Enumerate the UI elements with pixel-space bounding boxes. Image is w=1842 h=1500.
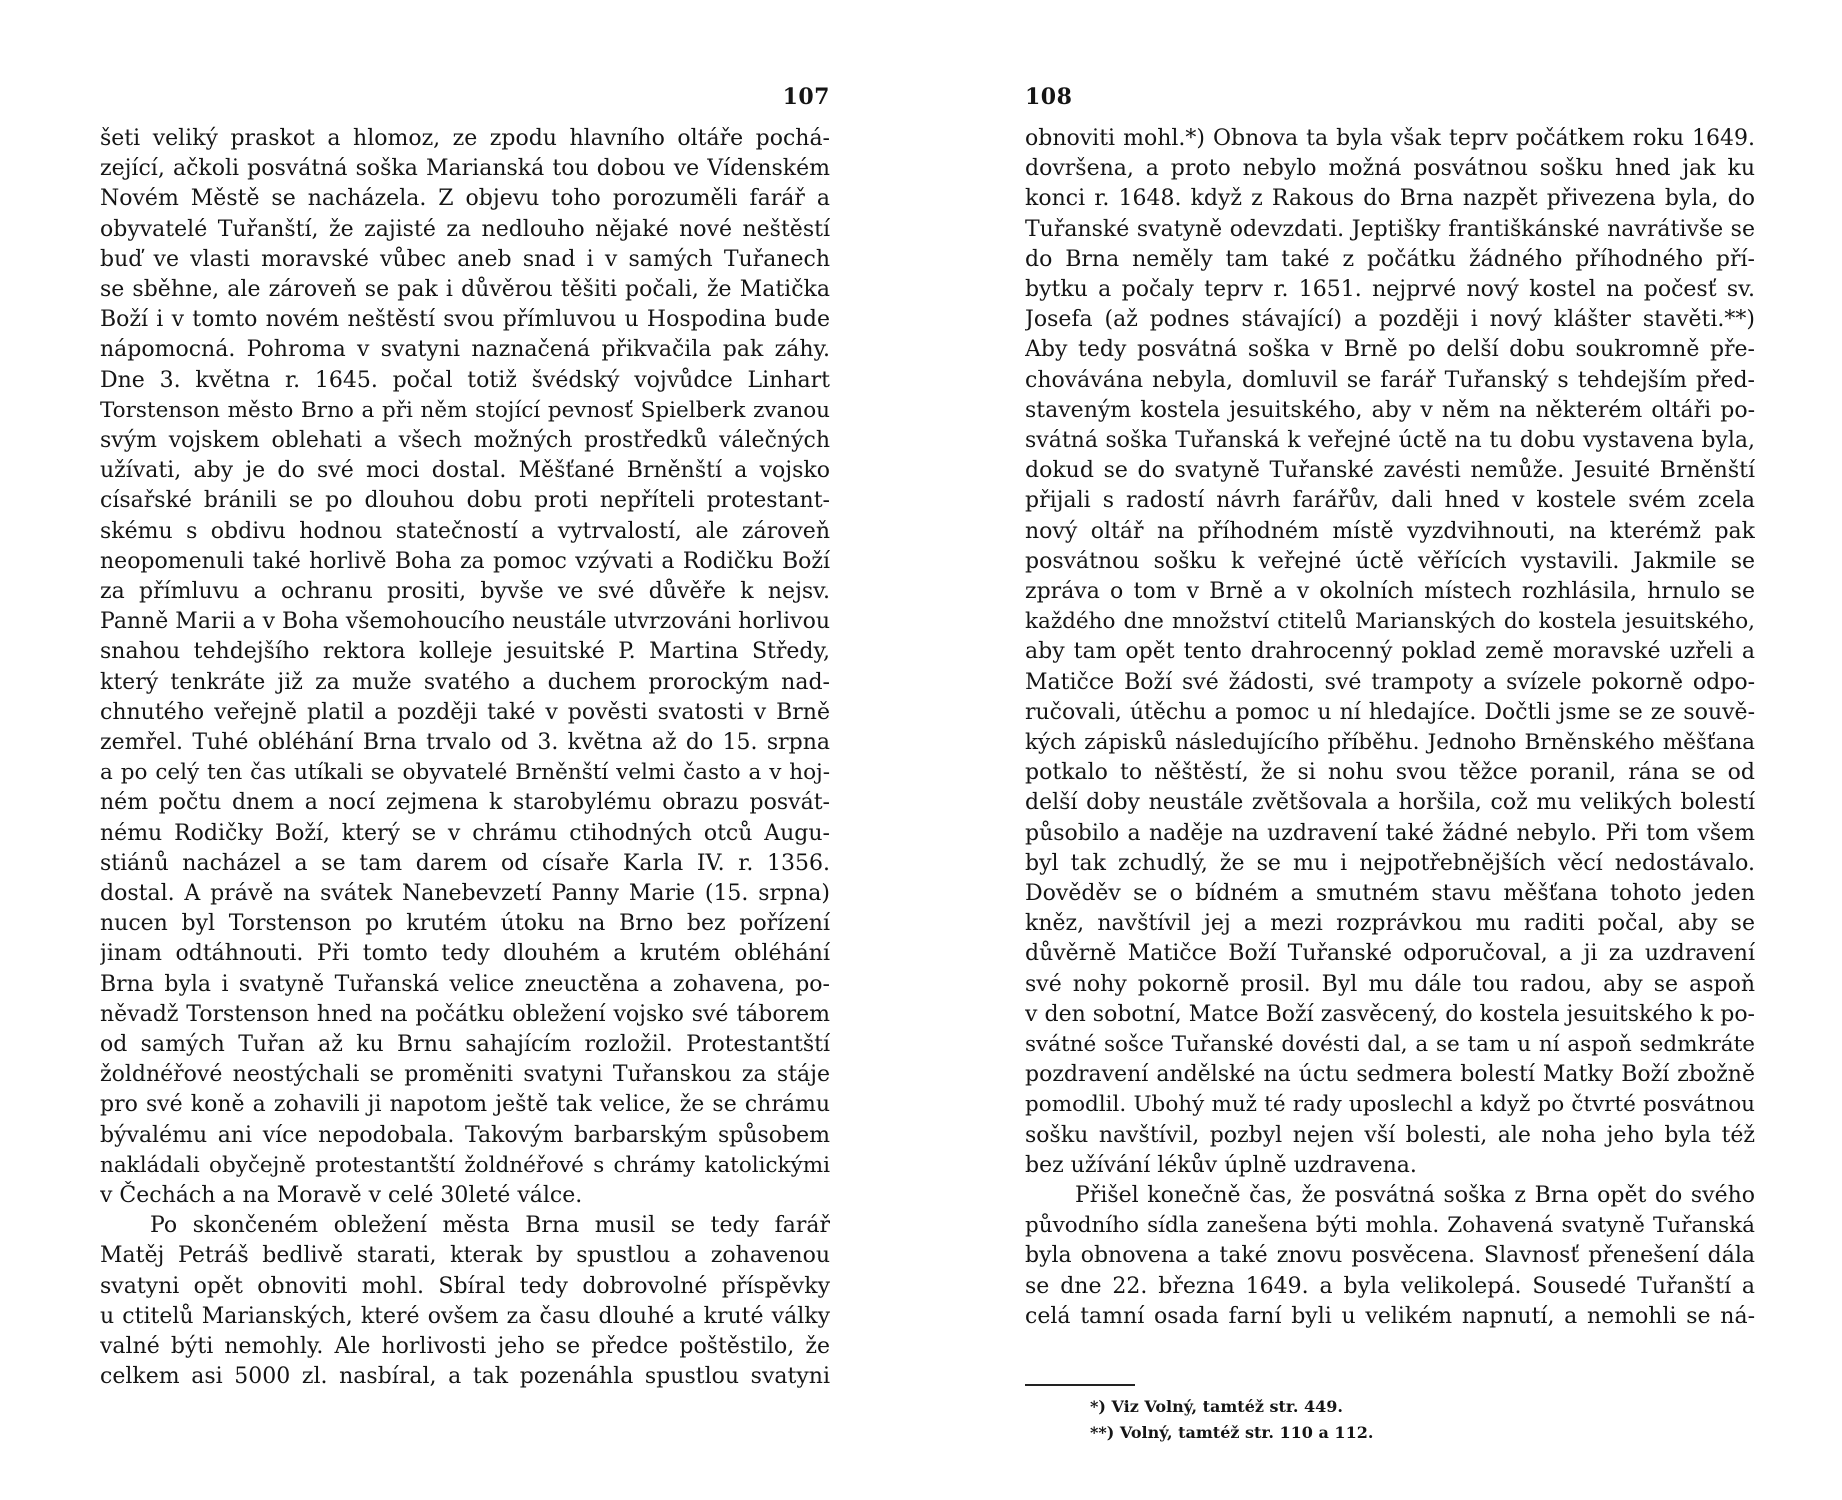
text-line: nucen byl Torstenson po krutém útoku na Brno bez pořízení bbox=[100, 911, 830, 937]
text-line: ném počtu dnem a nocí zejmena k starobylému obrazu posvát- bbox=[100, 790, 830, 816]
text-line: sošku navštívil, pozbyl nejen vší bolesti, ale noha jeho byla též bbox=[1025, 1122, 1755, 1148]
text-line: nápomocná. Pohroma v svatyni naznačená přikvačila pak záhy. bbox=[100, 337, 830, 363]
text-line: od samých Tuřan až ku Brnu sahajícím rozložil. Protestantští bbox=[100, 1032, 830, 1057]
text-line: ručovali, útěchu a pomoc u ní hledajíce. Dočtli jsme se ze souvě- bbox=[1025, 699, 1755, 725]
text-line: Novém Městě se nacházela. Z objevu toho porozuměli farář a bbox=[100, 186, 830, 212]
text-line: Po skončeném obležení města Brna musil se tedy farář bbox=[150, 1213, 830, 1239]
text-line: svátná soška Tuřanská k veřejné úctě na tu dobu vystavena byla, bbox=[1025, 428, 1755, 453]
text-line: své nohy pokorně prosil. Byl mu dále tou radou, aby se aspoň bbox=[1025, 971, 1755, 997]
text-line: snahou tehdejšího rektora kolleje jesuitské P. Martina Středy, bbox=[100, 639, 830, 665]
text-line: nový oltář na příhodném místě vyzdvihnouti, na kterémž pak bbox=[1025, 518, 1755, 544]
text-line: šeti veliký praskot a hlomoz, ze zpodu hlavního oltáře pochá- bbox=[100, 126, 830, 151]
text-line: důvěrně Matičce Boží Tuřanské odporučoval, a ji za uzdravení bbox=[1025, 941, 1755, 967]
text-line: pozdravení andělské na úctu sedmera bolestí Matky Boží zbožně bbox=[1025, 1062, 1755, 1088]
text-line: původního sídla zanešena býti mohla. Zohavená svatyně Tuřanská bbox=[1025, 1213, 1755, 1239]
text-line: působilo a naděje na uzdravení také žádné nebylo. Při tom všem bbox=[1025, 820, 1755, 846]
text-line: obnoviti mohl.*) Obnova ta byla však teprv počátkem roku 1649. bbox=[1025, 126, 1755, 151]
text-line: delší doby neustále zvětšovala a horšila, což mu velikých bolestí bbox=[1025, 790, 1755, 816]
text-line: kých zápisků následujícího příběhu. Jednoho Brněnského měšťana bbox=[1025, 730, 1755, 755]
text-line: chnutého veřejně platil a později také v pověsti svatosti v Brně bbox=[100, 699, 830, 725]
text-line: byla obnovena a také znovu posvěcena. Slavnosť přenešení dála bbox=[1025, 1243, 1755, 1269]
text-line: bytku a počaly teprv r. 1651. nejprvé nový kostel na počesť sv. bbox=[1025, 277, 1755, 302]
text-line: byl tak zchudlý, že se mu i nejpotřebnějších věcí nedostávalo. bbox=[1025, 850, 1755, 876]
text-line: Přišel konečně čas, že posvátná soška z Brna opět do svého bbox=[1075, 1183, 1755, 1208]
text-line: v Čechách a na Moravě v celé 30leté válce. bbox=[100, 1183, 583, 1208]
text-line: Boží i v tomto novém neštěstí svou přímluvou u Hospodina bude bbox=[100, 307, 830, 333]
text-line: zemřel. Tuhé obléhání Brna trvalo od 3. května až do 15. srpna bbox=[100, 730, 830, 755]
text-line: žoldnéřové neostýchali se proměniti svatyni Tuřanskou za stáje bbox=[100, 1062, 830, 1088]
text-line: bývalému ani více nepodobala. Takovým barbarským spůsobem bbox=[100, 1122, 830, 1148]
text-line: přijali s radostí návrh farářův, dali hned v kostele svém zcela bbox=[1025, 488, 1755, 514]
text-line: neopomenuli také horlivě Boha za pomoc vzývati a Rodičku Boží bbox=[100, 548, 830, 574]
text-line: něvadž Torstenson hned na počátku obležení vojsko své táborem bbox=[100, 1001, 830, 1027]
text-line: potkalo to něštěstí, že si nohu svou těžce poranil, rána se od bbox=[1025, 760, 1755, 786]
text-line: Torstenson město Brno a při něm stojící pevnosť Spielberk zvanou bbox=[100, 397, 830, 423]
text-line: stiánů nacházel a se tam darem od císaře Karla IV. r. 1356. bbox=[100, 850, 830, 876]
text-line: celá tamní osada farní byli u velikém napnutí, a nemohli se ná- bbox=[1025, 1303, 1755, 1329]
left-page bbox=[100, 0, 830, 1500]
right-page bbox=[1025, 0, 1755, 1500]
text-line: užívati, aby je do své moci dostal. Měšťané Brněnští a vojsko bbox=[100, 458, 830, 484]
text-line: Matičce Boží své žádosti, své trampoty a svízele pokorně odpo- bbox=[1025, 669, 1755, 695]
page-number: 108 bbox=[1025, 84, 1073, 110]
text-line: aby tam opět tento drahrocenný poklad země moravské uzřeli a bbox=[1025, 639, 1755, 665]
text-line: bez užívání lékův úplně uzdravena. bbox=[1025, 1152, 1417, 1178]
text-line: se sběhne, ale zároveň se pak i důvěrou těšiti počali, že Matička bbox=[100, 277, 830, 302]
text-line: a po celý ten čas utíkali se obyvatelé Brněnští velmi často a v hoj- bbox=[100, 760, 830, 786]
text-line: svátné sošce Tuřanské dovésti dal, a se tam u ní aspoň sedmkráte bbox=[1025, 1032, 1755, 1057]
text-line: svatyni opět obnoviti mohl. Sbíral tedy dobrovolné příspěvky bbox=[100, 1273, 830, 1299]
text-line: valné býti nemohly. Ale horlivosti jeho se předce poštěstilo, že bbox=[100, 1334, 830, 1359]
text-line: jinam odtáhnouti. Při tomto tedy dlouhém a krutém obléhání bbox=[100, 941, 830, 967]
text-line: Panně Marii a v Boha všemohoucího neustále utvrzováni horlivou bbox=[100, 609, 830, 635]
text-line: pomodlil. Ubohý muž té rady uposlechl a když po čtvrté posvátnou bbox=[1025, 1092, 1755, 1118]
text-line: se dne 22. března 1649. a byla velikolepá. Sousedé Tuřanští a bbox=[1025, 1273, 1755, 1299]
text-line: Dne 3. května r. 1645. počal totiž švédský vojvůdce Linhart bbox=[100, 367, 830, 393]
text-line: Josefa (až podnes stávající) a později i nový klášter stavěti.**) bbox=[1025, 307, 1755, 333]
text-line: obyvatelé Tuřanští, že zajisté za nedlouho nějaké nové neštěstí bbox=[100, 216, 830, 242]
text-line: dovršena, a proto nebylo možná posvátnou sošku hned jak ku bbox=[1025, 156, 1755, 182]
text-line: buď ve vlasti moravské vůbec aneb snad i v samých Tuřanech bbox=[100, 246, 830, 272]
text-line: zející, ačkoli posvátná soška Marianská tou dobou ve Vídenském bbox=[100, 156, 830, 182]
text-line: konci r. 1648. když z Rakous do Brna nazpět přivezena byla, do bbox=[1025, 186, 1755, 212]
text-line: v den sobotní, Matce Boží zasvěcený, do kostela jesuitského k po- bbox=[1025, 1001, 1755, 1027]
text-line: pro své koně a zohavili ji napotom ještě tak velice, že se chrámu bbox=[100, 1092, 830, 1118]
text-line: který tenkráte již za muže svatého a duchem prorockým nad- bbox=[100, 669, 830, 695]
text-line: nému Rodičky Boží, který se v chrámu ctihodných otců Augu- bbox=[100, 820, 830, 846]
text-line: chovávána nebyla, domluvil se farář Tuřanský s tehdejším před- bbox=[1025, 367, 1755, 393]
text-line: kněz, navštívil jej a mezi rozprávkou mu raditi počal, aby se bbox=[1025, 911, 1755, 937]
text-line: Aby tedy posvátná soška v Brně po delší dobu soukromně pře- bbox=[1025, 337, 1755, 363]
text-line: celkem asi 5000 zl. nasbíral, a tak pozenáhla spustlou svatyni bbox=[100, 1364, 830, 1390]
text-line: dostal. A právě na svátek Nanebevzetí Panny Marie (15. srpna) bbox=[100, 881, 830, 906]
text-line: Brna byla i svatyně Tuřanská velice zneuctěna a zohavena, po- bbox=[100, 971, 830, 997]
text-line: Dověděv se o bídném a smutném stavu měšťana tohoto jeden bbox=[1025, 881, 1755, 906]
text-line: Matěj Petráš bedlivě starati, kterak by spustlou a zohavenou bbox=[100, 1243, 830, 1269]
text-line: skému s obdivu hodnou statečností a vytrvalostí, ale zároveň bbox=[100, 518, 830, 544]
text-line: u ctitelů Marianských, které ovšem za času dlouhé a kruté války bbox=[100, 1303, 830, 1329]
text-line: staveným kostela jesuitského, aby v něm na některém oltáři po- bbox=[1025, 397, 1755, 423]
text-line: dokud se do svatyně Tuřanské zavésti nemůže. Jesuité Brněnští bbox=[1025, 458, 1755, 484]
text-line: svým vojskem oblehati a všech možných prostředků válečných bbox=[100, 428, 830, 453]
text-line: každého dne množství ctitelů Marianských do kostela jesuitského, bbox=[1025, 609, 1755, 635]
text-line: Tuřanské svatyně odevzdati. Jeptišky františkánské navrátivše se bbox=[1025, 216, 1755, 242]
text-line: posvátnou sošku k veřejné úctě věřících vystavili. Jakmile se bbox=[1025, 548, 1755, 574]
footnote: **) Volný, tamtéž str. 110 a 112. bbox=[1090, 1423, 1374, 1442]
text-line: do Brna neměly tam také z počátku žádného příhodného pří- bbox=[1025, 246, 1755, 272]
page-number: 107 bbox=[782, 84, 830, 110]
text-line: císařské bránili se po dlouhou dobu proti nepříteli protestant- bbox=[100, 488, 830, 514]
footnote: *) Viz Volný, tamtéž str. 449. bbox=[1090, 1397, 1343, 1416]
footnote-rule bbox=[1025, 1384, 1135, 1386]
text-line: za přímluvu a ochranu prositi, byvše ve své důvěře k nejsv. bbox=[100, 579, 830, 604]
text-line: zpráva o tom v Brně a v okolních místech rozhlásila, hrnulo se bbox=[1025, 579, 1755, 604]
text-line: nakládali obyčejně protestantští žoldnéřové s chrámy katolickými bbox=[100, 1152, 830, 1178]
